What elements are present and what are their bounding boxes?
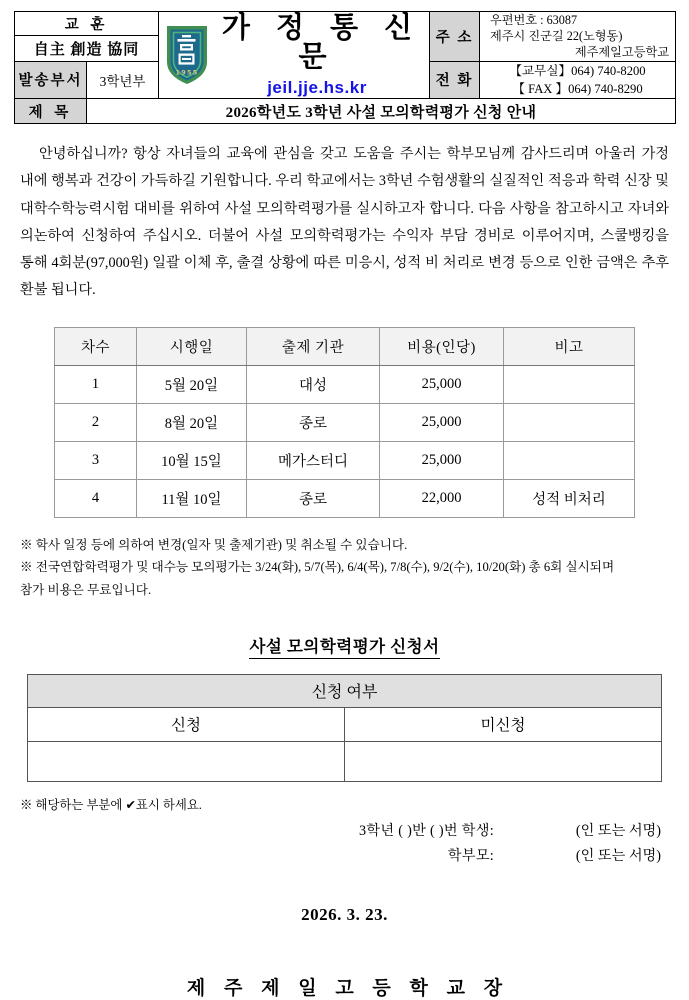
option-not-apply-label: 미신청 [345, 707, 662, 741]
table-row [55, 479, 635, 517]
masthead-title: 가 정 통 신 문 [221, 12, 422, 74]
application-table-wrapper [14, 674, 675, 782]
subject-label: 제 목 [15, 99, 87, 124]
schedule-table-wrapper [14, 327, 675, 518]
application-header-cell: 신청 여부 [28, 674, 662, 707]
student-signature-row [14, 819, 675, 844]
cell-cost: 25,000 [380, 365, 504, 403]
table-row [55, 441, 635, 479]
cell-round: 2 [55, 403, 137, 441]
school-name-text: 제주제일고등학교 [574, 45, 670, 60]
student-signature-label: 3학년 ( )반 ( )번 학생: [359, 822, 494, 839]
address-label: 주 소 [430, 12, 480, 62]
student-signature-suffix: (인 또는 서명) [575, 822, 661, 839]
schedule-table [54, 327, 635, 518]
cell-date: 8월 20일 [137, 403, 247, 441]
cell-provider: 대성 [247, 365, 380, 403]
checkbox-cell-not-apply[interactable] [345, 741, 662, 781]
cell-round: 4 [55, 479, 137, 517]
parent-signature-row [14, 844, 675, 869]
cell-date: 5월 20일 [137, 365, 247, 403]
document-page [0, 11, 689, 999]
signature-block [14, 819, 675, 869]
cell-provider: 종로 [247, 403, 380, 441]
application-table [27, 674, 662, 782]
school-emblem-icon [165, 24, 209, 86]
cell-provider: 종로 [247, 479, 380, 517]
school-motto-value: 自主 創造 協同 [15, 35, 159, 61]
issuer-title: 제 주 제 일 고 등 학 교 장 [186, 977, 510, 999]
subject-value: 2026학년도 3학년 사설 모의학력평가 신청 안내 [87, 99, 676, 124]
body-paragraph: 안녕하십니까? 항상 자녀들의 교육에 관심을 갖고 도움을 주시는 학부모님께 감사드리며 아울러 가정 내에 행복과 건강이 가득하길 기원합니다. 우리 학교에서는 3학년 수험생활의 실질적인 적응과 학력 신장 및 대학수학능력시험 대비를 위하여 사설 모의학력평가를 실시하고자 합니다. 다음 사항을 참고하시고 자녀와 의논하여 신청하여 주십시오. 더불어 사설 모의학력평가는 수익자 부담 경비로 이루어지며, 스쿨뱅킹을 통해 4회분(97,000원) 일괄 이체 후, 출결 상황에 따른 미응시, 성적 비 처리로 변경 등으로 인한 금액은 추후 환불 됩니다. [20, 146, 669, 299]
cell-cost: 25,000 [380, 441, 504, 479]
cell-remark [504, 403, 635, 441]
cell-remark: 성적 비처리 [504, 479, 635, 517]
table-row [55, 403, 635, 441]
letterhead-table [14, 11, 676, 124]
table-row [55, 365, 635, 403]
cell-remark [504, 441, 635, 479]
postal-code-text: 우편번호 : 63087 [490, 13, 578, 27]
column-header: 시행일 [137, 327, 247, 365]
cell-cost: 22,000 [380, 479, 504, 517]
option-apply-label: 신청 [28, 707, 345, 741]
parent-signature-label: 학부모: [447, 847, 494, 864]
column-header: 비용(인당) [380, 327, 504, 365]
application-option-row [28, 707, 662, 741]
footnote-2: ※ 전국연합학력평가 및 대수능 모의평가는 3/24(화), 5/7(목), 6/4(목), 7/8(수), 9/2(수), 10/20(화) 총 6회 실시되며 [20, 560, 615, 575]
check-instruction-note: ※ 해당하는 부분에 ✔표시 하세요. [20, 797, 202, 812]
table-header-row [55, 327, 635, 365]
sending-dept-label: 발송부서 [15, 61, 87, 99]
cell-date: 11월 10일 [137, 479, 247, 517]
school-website-url: jeil.jje.hs.kr [267, 78, 367, 98]
application-checkbox-row [28, 741, 662, 781]
street-address-text: 제주시 진군길 22(노형동) [490, 29, 623, 44]
cell-date: 10월 15일 [137, 441, 247, 479]
document-date: 2026. 3. 23. [301, 904, 388, 924]
footnote-2-continuation: 참가 비용은 무료입니다. [20, 582, 152, 597]
column-header: 출제 기관 [247, 327, 380, 365]
sending-dept-value: 3학년부 [87, 61, 159, 99]
footnotes-block [20, 534, 669, 601]
cell-cost: 25,000 [380, 403, 504, 441]
column-header: 차수 [55, 327, 137, 365]
phone-label: 전 화 [430, 61, 480, 99]
application-header-row [28, 674, 662, 707]
school-motto-label: 교 훈 [15, 12, 159, 36]
application-form-title-text: 사설 모의학력평가 신청서 [249, 637, 439, 659]
masthead-brand-cell [159, 12, 430, 99]
checkbox-cell-apply[interactable] [28, 741, 345, 781]
cell-provider: 메가스터디 [247, 441, 380, 479]
cell-remark [504, 365, 635, 403]
cell-round: 3 [55, 441, 137, 479]
parent-signature-suffix: (인 또는 서명) [575, 847, 661, 864]
address-value [480, 12, 676, 62]
office-phone-text: 【교무실】064) 740-8200 [509, 63, 646, 78]
footnote-1: ※ 학사 일정 등에 의하여 변경(일자 및 출제기관) 및 취소될 수 있습니다. [20, 537, 408, 552]
cell-round: 1 [55, 365, 137, 403]
emblem-year-text: 1955 [175, 68, 199, 77]
fax-number-text: 【 FAX 】064) 740-8290 [512, 81, 643, 96]
application-form-title [14, 633, 675, 657]
column-header: 비고 [504, 327, 635, 365]
phone-value [480, 61, 676, 99]
